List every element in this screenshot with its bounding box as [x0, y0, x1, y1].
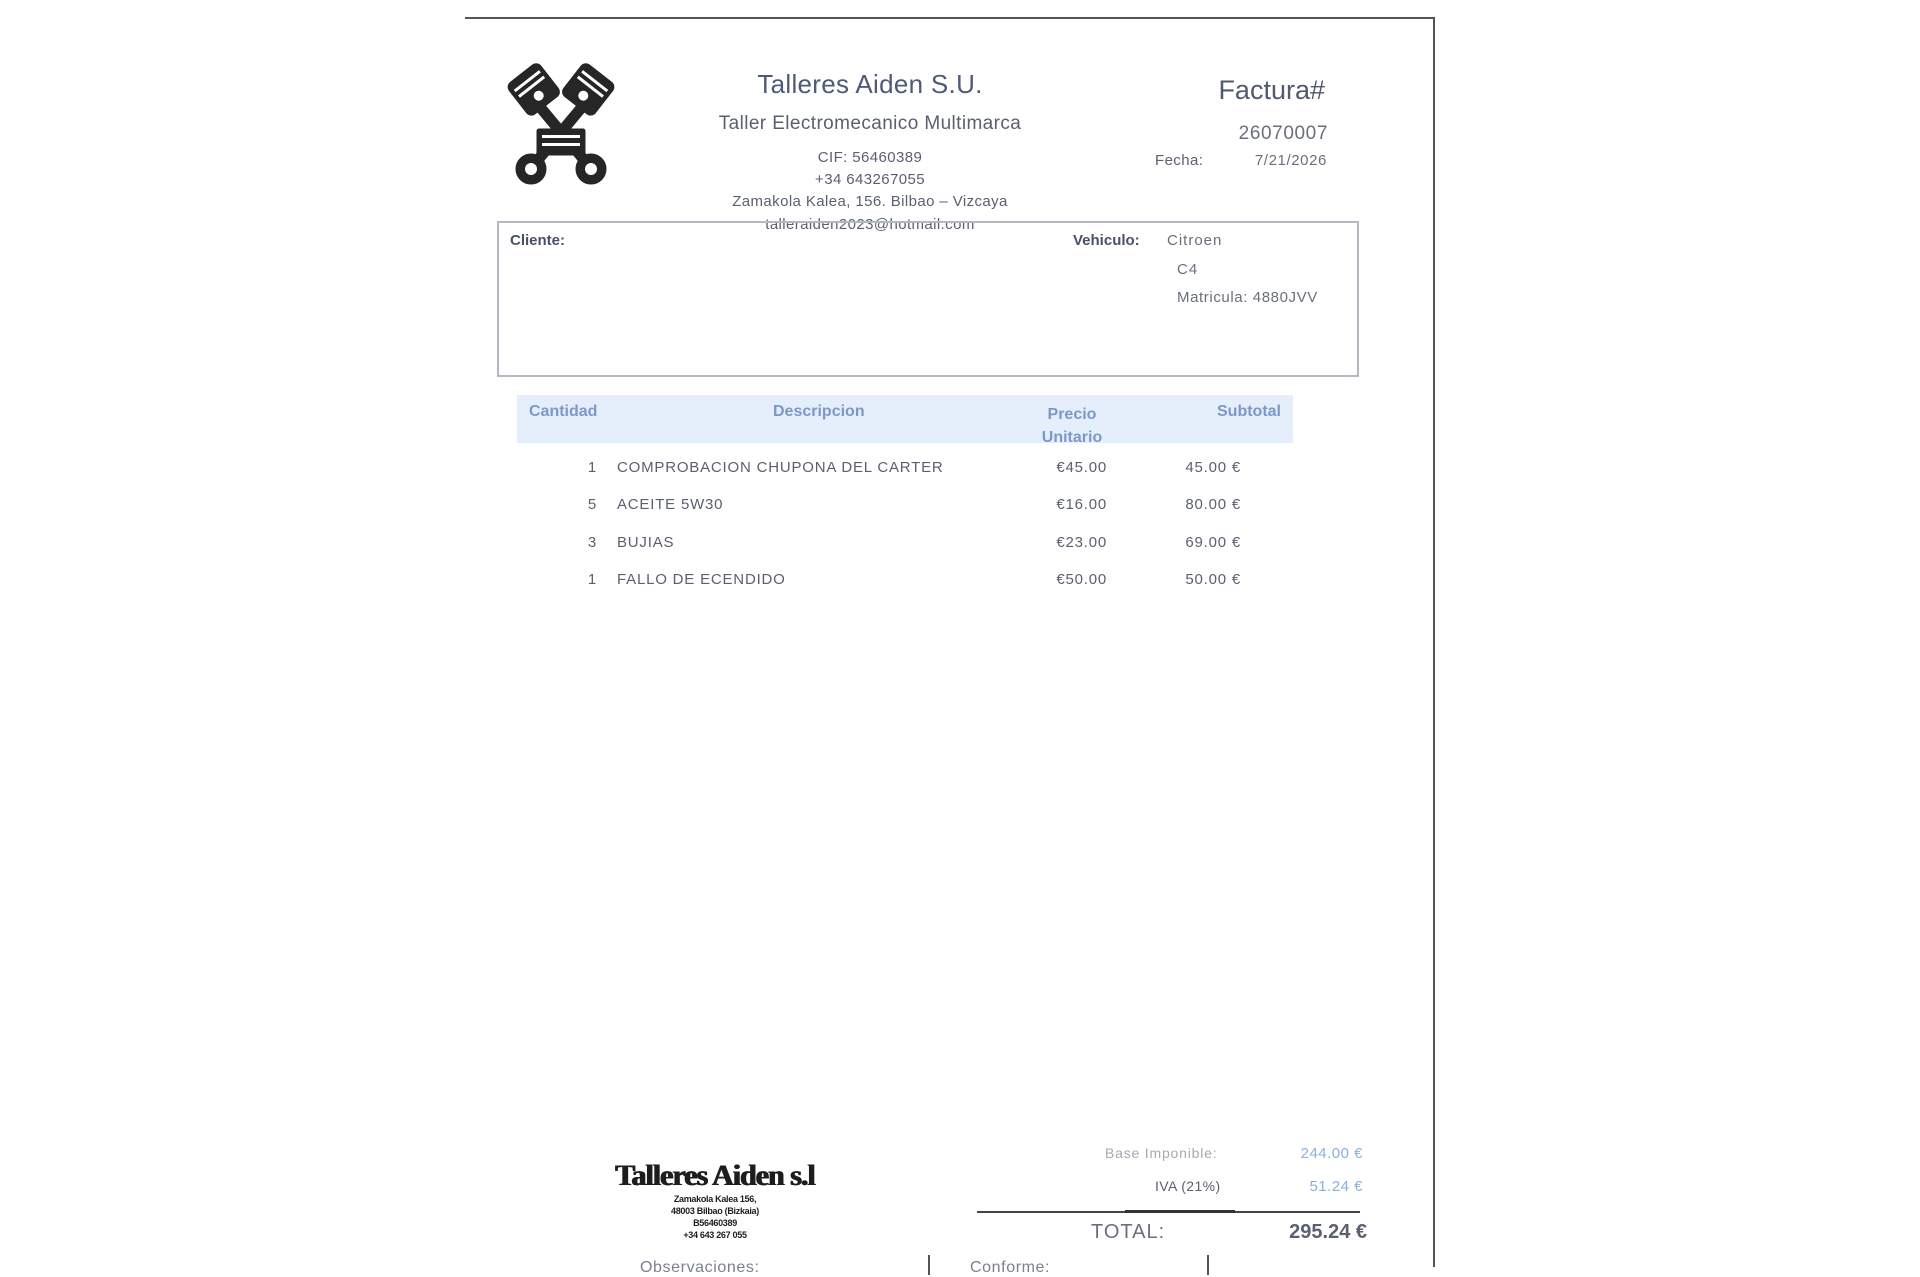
- row-price: €50.00: [1056, 571, 1107, 588]
- header-price-line1: Precio: [1047, 406, 1097, 423]
- iva-value: 51.24 €: [1309, 1178, 1363, 1195]
- row-qty: 5: [587, 496, 597, 513]
- base-value: 244.00 €: [1300, 1145, 1363, 1162]
- iva-label: IVA (21%): [1155, 1178, 1221, 1194]
- row-qty: 3: [587, 534, 597, 551]
- table-row: [517, 571, 1293, 597]
- row-price: €45.00: [1056, 459, 1107, 476]
- company-email: talleraiden2023@hotmail.com: [765, 216, 975, 233]
- invoice-date: 7/21/2026: [1254, 152, 1327, 169]
- row-desc: BUJIAS: [617, 534, 675, 551]
- stamp-line: Zamakola Kalea 156,: [673, 1194, 757, 1204]
- stamp-line: 48003 Bilbao (Bizkaia): [671, 1206, 759, 1216]
- company-subtitle: Taller Electromecanico Multimarca: [718, 113, 1022, 134]
- items-table-header: [517, 395, 1293, 446]
- base-label: Base Imponible:: [1105, 1145, 1218, 1161]
- row-subtotal: 80.00 €: [1185, 496, 1241, 513]
- table-row: [517, 459, 1293, 485]
- row-qty: 1: [587, 459, 597, 476]
- row-subtotal: 45.00 €: [1185, 459, 1241, 476]
- vehicle-model: C4: [1177, 261, 1199, 278]
- footer-divider: [1207, 1255, 1209, 1275]
- conforme-label: Conforme:: [970, 1259, 1051, 1276]
- total-label: TOTAL:: [1091, 1221, 1166, 1243]
- company-cif: CIF: 56460389: [817, 149, 923, 166]
- table-row: [517, 534, 1293, 560]
- footer-divider: [928, 1255, 930, 1275]
- row-desc: COMPROBACION CHUPONA DEL CARTER: [617, 459, 944, 476]
- observations-label: Observaciones:: [640, 1259, 760, 1276]
- vehicle-brand: Citroen: [1167, 232, 1223, 249]
- row-price: €23.00: [1056, 534, 1107, 551]
- date-label: Fecha:: [1155, 152, 1204, 169]
- total-divider-accent: [1125, 1210, 1235, 1213]
- stamp-line: +34 643 267 055: [683, 1230, 747, 1240]
- row-subtotal: 69.00 €: [1185, 534, 1241, 551]
- crossed-pistons-icon: [495, 59, 625, 189]
- vehicle-label: Vehiculo:: [1073, 232, 1140, 249]
- company-address: Zamakola Kalea, 156. Bilbao – Vizcaya: [732, 193, 1008, 210]
- header-qty: Cantidad: [529, 403, 598, 420]
- row-desc: FALLO DE ECENDIDO: [617, 571, 786, 588]
- row-price: €16.00: [1056, 496, 1107, 513]
- header-subtotal: Subtotal: [1217, 403, 1281, 420]
- total-value: 295.24 €: [1289, 1221, 1367, 1243]
- invoice-number: 26070007: [1238, 123, 1328, 144]
- company-stamp: [595, 1159, 835, 1259]
- row-desc: ACEITE 5W30: [617, 496, 724, 513]
- header-price: [1037, 403, 1107, 449]
- row-subtotal: 50.00 €: [1185, 571, 1241, 588]
- invoice-page: [465, 17, 1435, 1276]
- company-phone: +34 643267055: [815, 171, 925, 188]
- table-row: [517, 496, 1293, 522]
- row-qty: 1: [587, 571, 597, 588]
- stamp-name: Talleres Aiden s.l: [615, 1159, 815, 1192]
- header-desc: Descripcion: [773, 403, 865, 420]
- header-price-line2: Unitario: [1041, 429, 1103, 446]
- vehicle-plate: Matricula: 4880JVV: [1177, 289, 1318, 306]
- stamp-line: B56460389: [693, 1218, 737, 1228]
- invoice-title: Factura#: [1218, 75, 1325, 105]
- company-name: Talleres Aiden S.U.: [757, 69, 983, 99]
- client-label: Cliente:: [510, 232, 566, 249]
- client-vehicle-box: [497, 221, 1359, 377]
